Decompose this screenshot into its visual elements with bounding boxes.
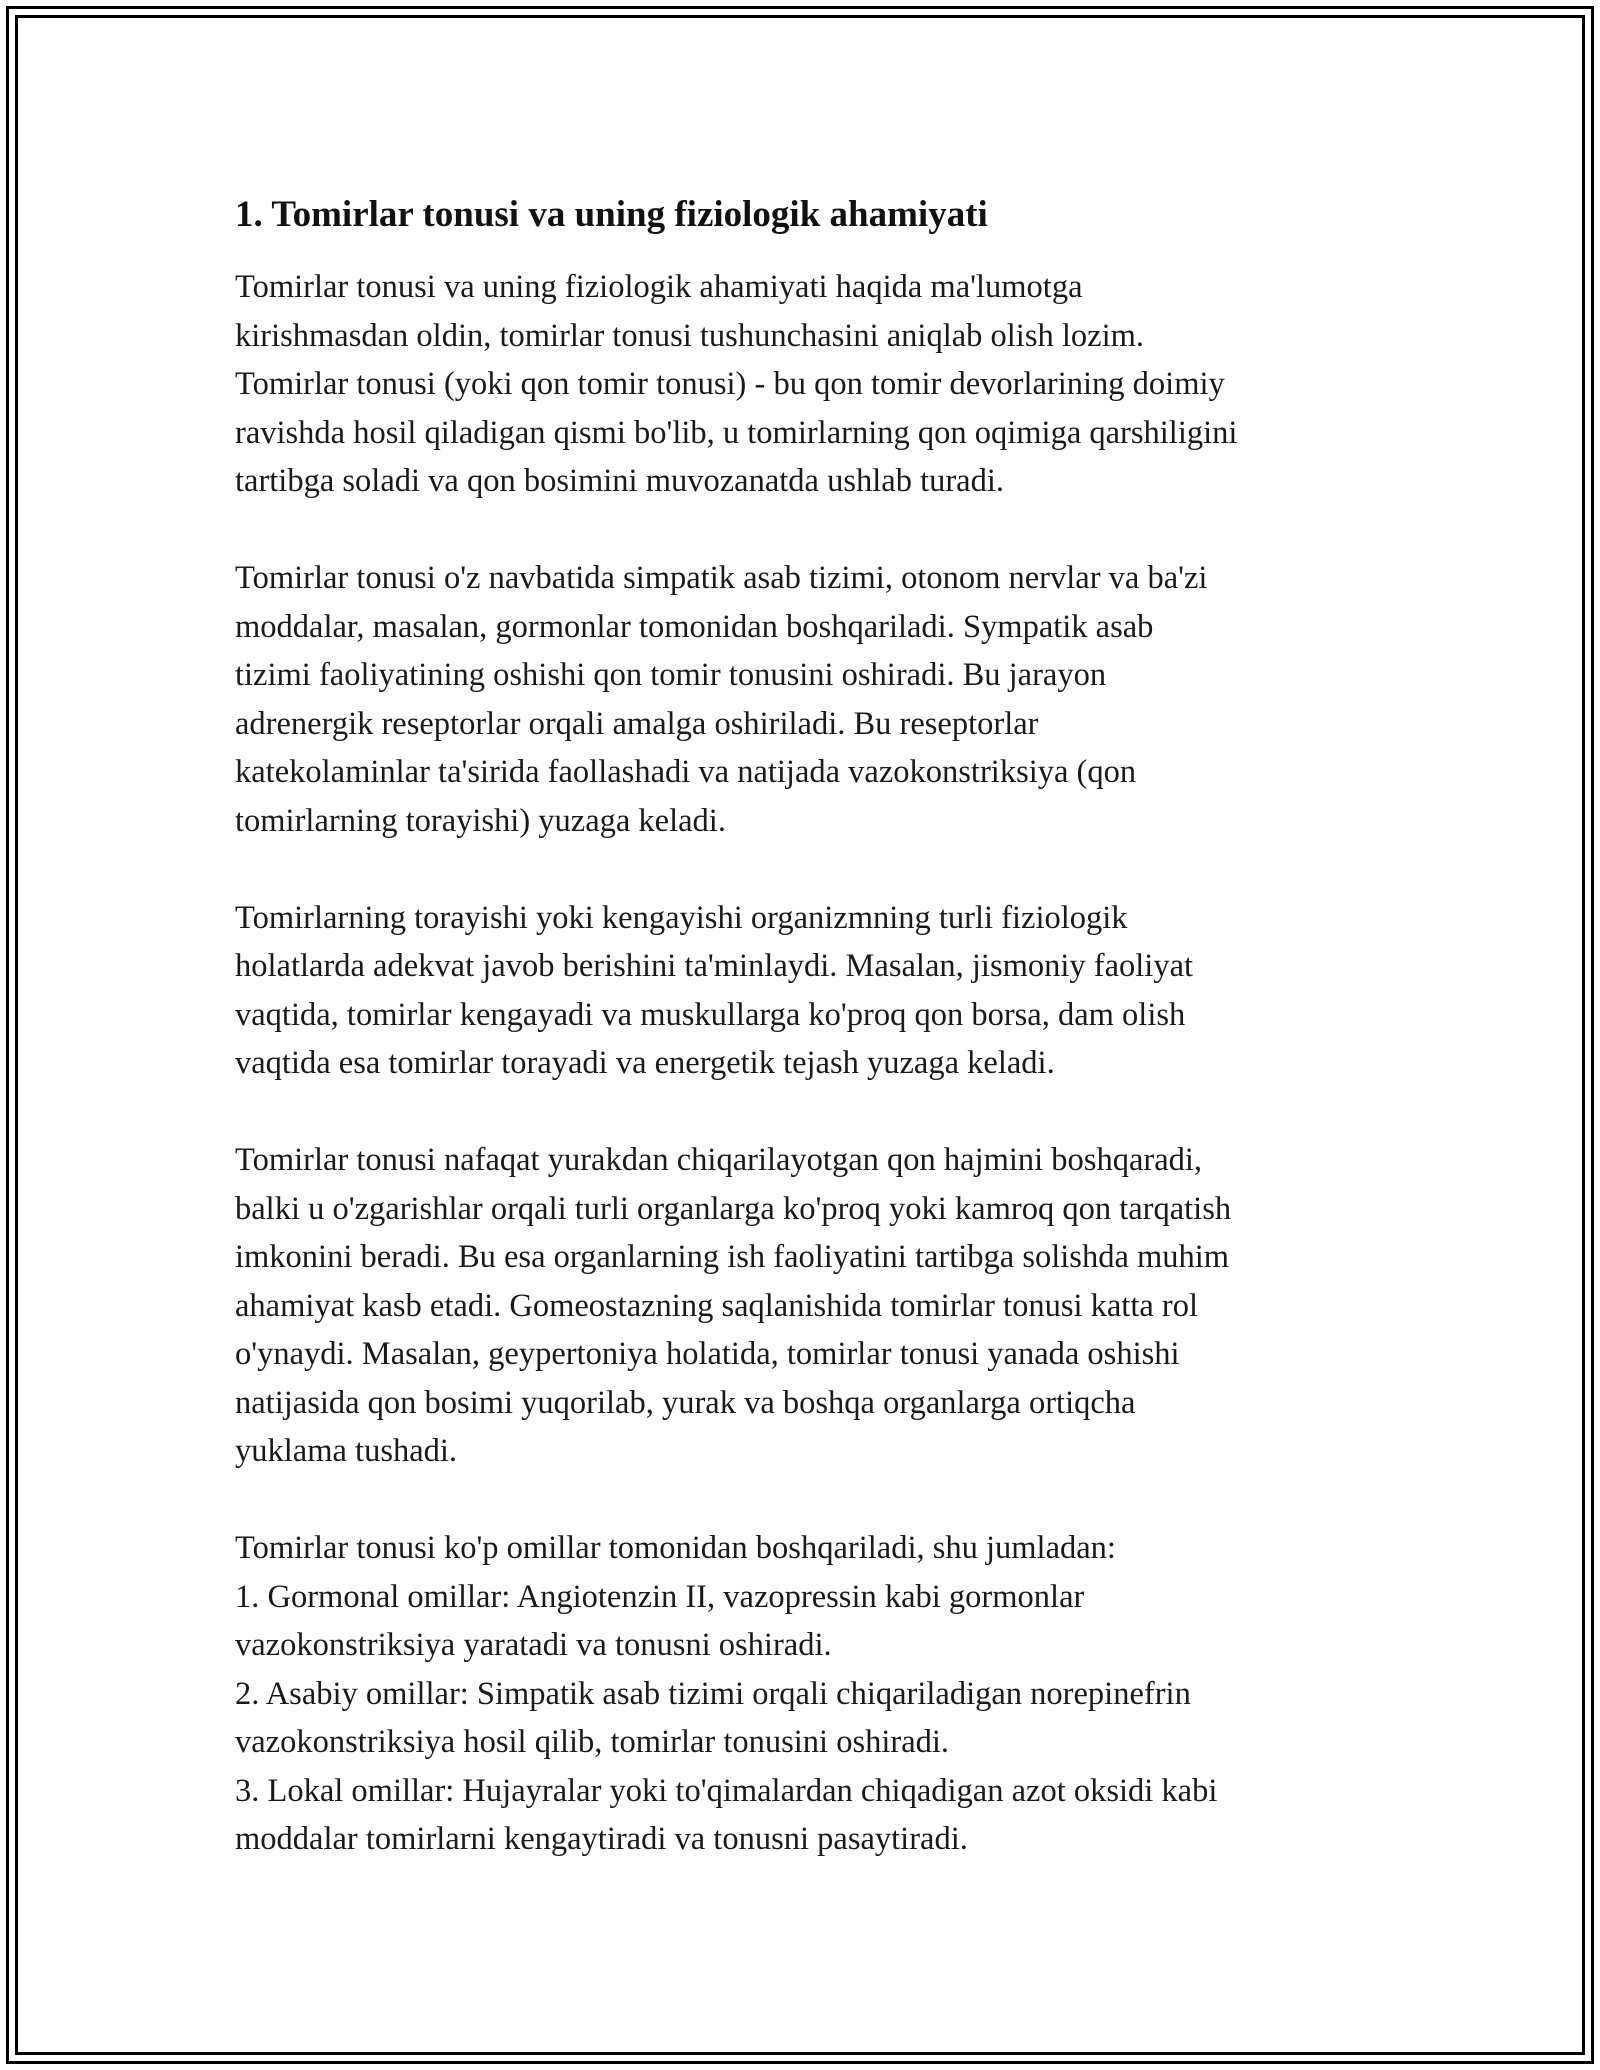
text-line: tizimi faoliyatining oshishi qon tomir tonusini oshiradi. Bu jarayon: [235, 657, 1107, 693]
text-line: tomirlarning torayishi) yuzaga keladi.: [235, 802, 726, 839]
paragraph-intro: [235, 263, 1385, 506]
paragraph-homeostasis: [235, 1136, 1385, 1476]
text-line: Tomirlar tonusi ko'p omillar tomonidan boshqariladi, shu jumladan:: [235, 1530, 1116, 1566]
text-line: tartibga soladi va qon bosimini muvozanatda ushlab turadi.: [235, 463, 1005, 499]
text-line: holatlarda adekvat javob berishini ta'minlaydi. Masalan, jismoniy faoliyat: [235, 948, 1194, 984]
text-line: o'ynaydi. Masalan, geypertoniya holatida, tomirlar tonusi yanada oshishi: [235, 1336, 1180, 1372]
section-heading: 1. Tomirlar tonusi va uning fiziologik ahamiyati: [235, 194, 988, 235]
text-line: adrenergik reseptorlar orqali amalga oshiriladi. Bu reseptorlar: [235, 705, 1039, 742]
text-line: Tomirlar tonusi (yoki qon tomir tonusi) - bu qon tomir devorlarining doimiy: [235, 366, 1225, 402]
document-body: [235, 185, 1385, 1912]
text-line: moddalar, masalan, gormonlar tomonidan boshqariladi. Sympatik asab: [235, 608, 1154, 645]
text-line: moddalar tomirlarni kengaytiradi va tonusni pasaytiradi.: [235, 1821, 968, 1857]
text-line: yuklama tushadi.: [235, 1433, 458, 1469]
text-line: vaqtida, tomirlar kengayadi va muskullarga ko'proq qon borsa, dam olish: [235, 996, 1186, 1033]
text-line: Tomirlar tonusi o'z navbatida simpatik asab tizimi, otonom nervlar va ba'zi: [235, 560, 1208, 596]
paragraph-regulation: [235, 554, 1385, 845]
text-line: ahamiyat kasb etadi. Gomeostazning saqlanishida tomirlar tonusi katta rol: [235, 1287, 1199, 1324]
text-line: vazokonstriksiya hosil qilib, tomirlar tonusini oshiradi.: [235, 1724, 950, 1760]
list-item: 3. Lokal omillar: Hujayralar yoki to'qimalardan chiqadigan azot oksidi kabi: [235, 1772, 1218, 1809]
text-line: vaqtida esa tomirlar torayadi va energetik tejash yuzaga keladi.: [235, 1045, 1055, 1081]
text-line: ravishda hosil qiladigan qismi bo'lib, u tomirlarning qon oqimiga qarshiligini: [235, 414, 1238, 451]
text-line: vazokonstriksiya yaratadi va tonusni oshiradi.: [235, 1627, 832, 1663]
text-line: Tomirlar tonusi nafaqat yurakdan chiqarilayotgan qon hajmini boshqaradi,: [235, 1142, 1203, 1178]
paragraph-adaptation: [235, 894, 1385, 1088]
list-item: 2. Asabiy omillar: Simpatik asab tizimi orqali chiqariladigan norepinefrin: [235, 1675, 1191, 1712]
text-line: imkonini beradi. Bu esa organlarning ish faoliyatini tartibga solishda muhim: [235, 1239, 1230, 1275]
text-line: kirishmasdan oldin, tomirlar tonusi tushunchasini aniqlab olish lozim.: [235, 317, 1145, 354]
text-line: Tomirlarning torayishi yoki kengayishi organizmning turli fiziologik: [235, 899, 1128, 936]
text-line: balki u o'zgarishlar orqali turli organlarga ko'proq yoki kamroq qon tarqatish: [235, 1190, 1232, 1227]
text-line: katekolaminlar ta'sirida faollashadi va natijada vazokonstriksiya (qon: [235, 754, 1137, 790]
text-line: Tomirlar tonusi va uning fiziologik ahamiyati haqida ma'lumotga: [235, 269, 1083, 305]
text-line: natijasida qon bosimi yuqorilab, yurak va boshqa organlarga ortiqcha: [235, 1384, 1136, 1421]
paragraph-factors-list: [235, 1524, 1385, 1864]
list-item: 1. Gormonal omillar: Angiotenzin II, vazopressin kabi gormonlar: [235, 1578, 1085, 1615]
